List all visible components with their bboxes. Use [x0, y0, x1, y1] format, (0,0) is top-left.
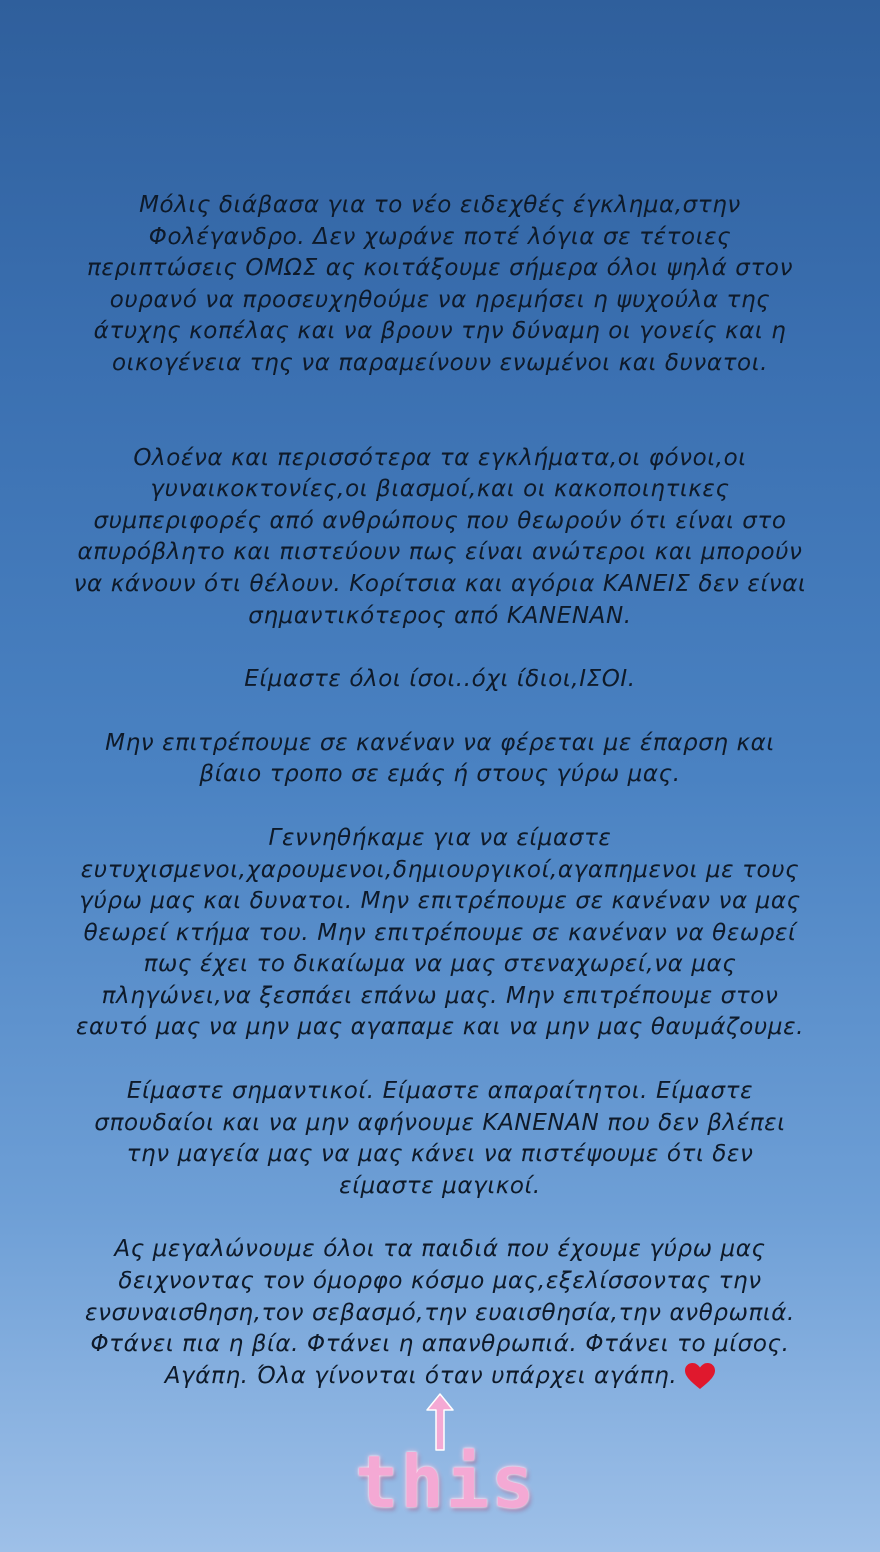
red-heart-icon — [685, 1363, 715, 1394]
paragraph-crimes: Ολοένα και περισσότερα τα εγκλήματα,οι φόνοι,οι γυναικοκτονίες,οι βιασμοί,και οι κακοποιητικες συμπεριφορές από ανθρώπους που θεωρούν ότι είναι στο απυρόβλητο και πιστεύουν πως είναι ανώτεροι και μπορούν να κάνουν ότι θέλουν. Κορίτσια και αγόρια ΚΑΝΕΙΣ δεν είναι σημαντικότερος από ΚΑΝΕΝΑΝ. — [73, 444, 807, 629]
paragraph-arrogance: Μην επιτρέπουμε σε κανέναν να φέρεται με έπαρση και βίαιο τροπο σε εμάς ή στους γύρω μας. — [105, 729, 775, 788]
paragraph-news: Μόλις διάβασα για το νέο ειδεχθές έγκλημα,στην Φολέγανδρο. Δεν χωράνε ποτέ λόγια σε τέτοιες περιπτώσεις ΟΜΩΣ ας κοιτάξουμε σήμερα όλοι ψηλά στον ουρανό να προσευχηθούμε να ηρεμήσει η ψυχούλα της άτυχης κοπέλας και να βρουν την δύναμη οι γονείς και η οικογένεια της να παραμείνουν ενωμένοι και δυνατοι. — [86, 192, 794, 376]
this-sticker-word: this — [355, 1440, 537, 1524]
paragraph-love: Ας μεγαλώνουμε όλοι τα παιδιά που έχουμε γύρω μας δειχνοντας τον όμορφο κόσμο μας,εξελίσσοντας την ενσυναισθηση,τον σεβασμό,την ευαισθησία,την ανθρωπιά. Φτάνει πια η βία. Φτάνει η απανθρωπιά. Φτάνει το μίσος. Αγάπη. Όλα γίνονται όταν υπάρχει αγάπη. — [85, 1236, 795, 1389]
paragraph-important: Είμαστε σημαντικοί. Είμαστε απαραίτητοι. Είμαστε σπουδαίοι και να μην αφήνουμε ΚΑΝΕΝΑΝ που δεν βλέπει την μαγεία μας να μας κάνει να πιστέψουμε ότι δεν είμαστε μαγικοί. — [94, 1078, 786, 1199]
paragraph-equal: Είμαστε όλοι ίσοι..όχι ίδιοι,ΙΣΟΙ. — [244, 666, 636, 693]
this-sticker — [355, 1392, 537, 1524]
paragraph-love-wrap — [8, 1234, 872, 1393]
story-text — [0, 190, 880, 1394]
paragraph-born: Γεννηθήκαμε για να είμαστε ευτυχισμενοι,χαρουμενοι,δημιουργικοί,αγαπημενοι με τους γύρω μας και δυνατοι. Μην επιτρέπουμε σε κανέναν να μας θεωρεί κτήμα του. Μην επιτρέπουμε σε κανέναν να θεωρεί πως έχει το δικαίωμα να μας στεναχωρεί,να μας πληγώνει,να ξεσπάει επάνω μας. Μην επιτρέπουμε στον εαυτό μας να μην μας αγαπαμε και να μην μας θαυμάζουμε. — [75, 824, 805, 1041]
